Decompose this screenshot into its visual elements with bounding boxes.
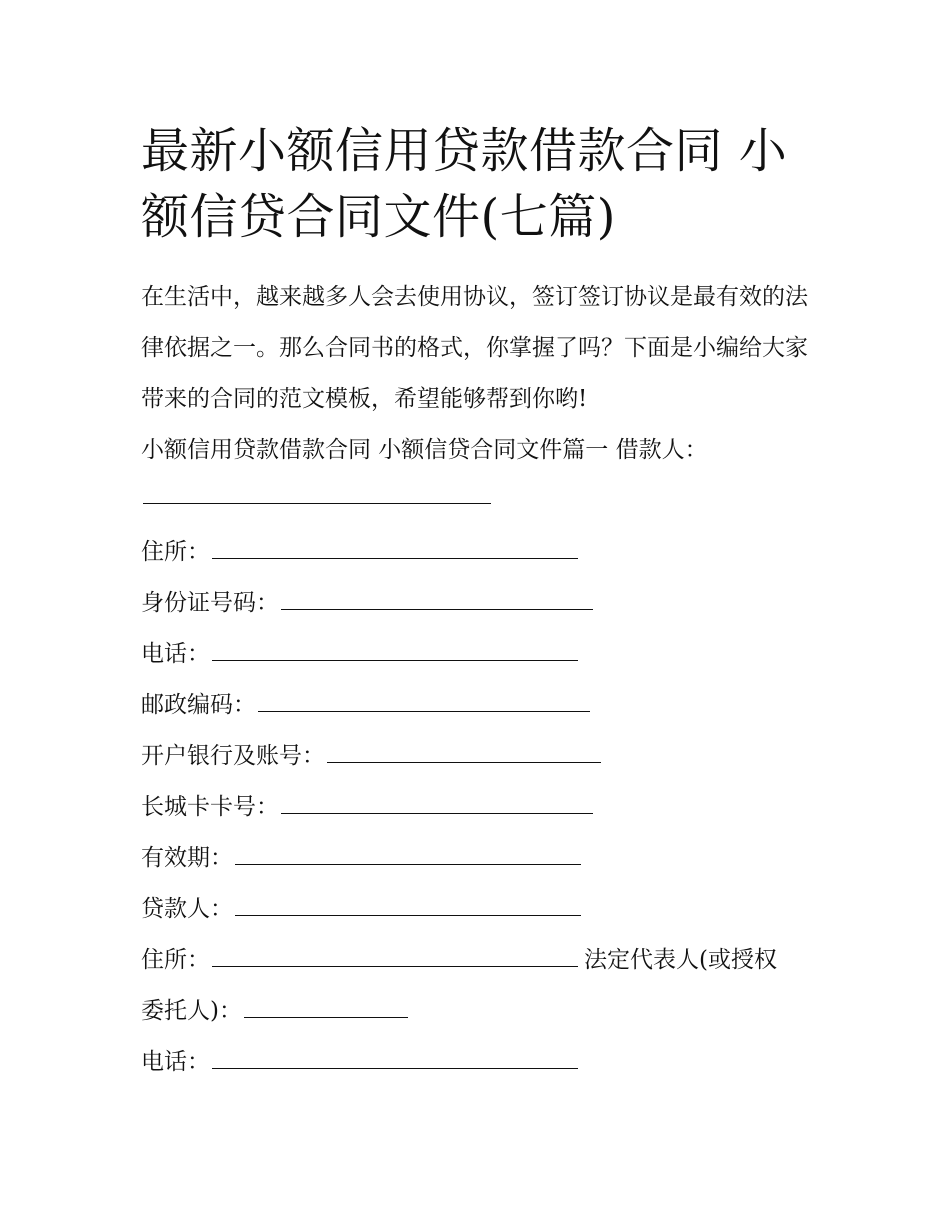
field-phone: [141, 629, 821, 680]
field-expiry: [141, 833, 821, 884]
legal-representative-label: 法定代表人(或授权: [584, 947, 777, 973]
intro-paragraph: 在生活中，越来越多人会去使用协议，签订签订协议是最有效的法律依据之一。那么合同书的格式，你掌握了吗？下面是小编给大家带来的合同的范文模板，希望能够帮到你哟!: [141, 284, 808, 412]
field-address: [141, 527, 821, 578]
borrower-name-blank-line: [141, 476, 821, 527]
section-heading-text: 小额信用贷款借款合同 小额信贷合同文件篇一 借款人：: [141, 437, 708, 463]
field-label: 开户银行及账号：: [141, 743, 325, 769]
field-lender: [141, 884, 821, 935]
field-bank-account: [141, 731, 821, 782]
field-label: 住所：: [141, 947, 210, 973]
document-title: 最新小额信用贷款借款合同 小额信贷合同文件(七篇): [141, 123, 788, 245]
field-blank: [244, 1016, 408, 1018]
field-blank: [281, 608, 593, 610]
field-postal-code: [141, 680, 821, 731]
field-blank: [212, 965, 578, 967]
field-blank: [235, 914, 581, 916]
field-label: 邮政编码：: [141, 692, 256, 718]
document-page: [141, 118, 821, 1088]
field-label: 委托人)：: [141, 998, 242, 1024]
field-blank: [212, 1067, 578, 1069]
field-lender-phone: [141, 1037, 821, 1088]
field-label: 身份证号码：: [141, 590, 279, 616]
field-blank: [327, 761, 601, 763]
borrower-name-blank: [143, 502, 491, 504]
field-id-number: [141, 578, 821, 629]
field-label: 电话：: [141, 641, 210, 667]
field-label: 贷款人：: [141, 896, 233, 922]
section-heading: [141, 425, 821, 476]
field-label: 住所：: [141, 539, 210, 565]
field-blank: [212, 659, 578, 661]
field-blank: [235, 863, 581, 865]
field-blank: [212, 557, 578, 559]
field-blank: [258, 710, 590, 712]
field-delegate: [141, 986, 821, 1037]
field-lender-address: [141, 935, 821, 986]
field-blank: [281, 812, 593, 814]
field-card-number: [141, 782, 821, 833]
field-label: 电话：: [141, 1049, 210, 1075]
field-label: 有效期：: [141, 845, 233, 871]
field-label: 长城卡卡号：: [141, 794, 279, 820]
